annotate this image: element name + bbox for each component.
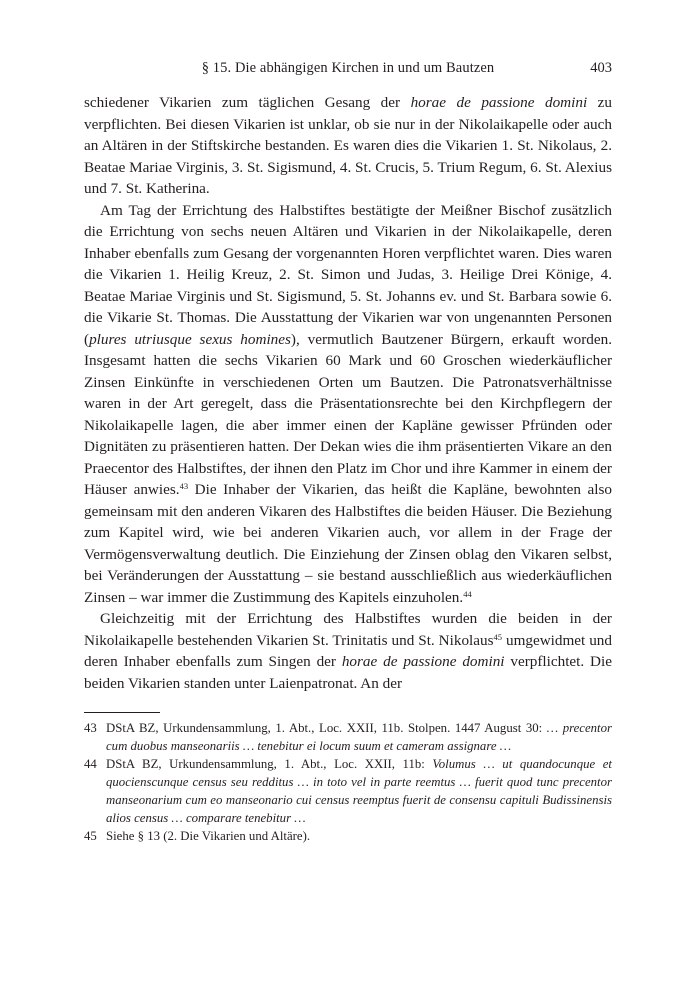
- footnote: [84, 719, 612, 755]
- footnotes: [84, 719, 612, 845]
- text-segment: ), vermutlich Bautzener Bürgern, erkauft worden. Insgesamt hatten die sechs Vikarien 60 Mark und 60 Groschen wiederkäuflicher Zinsen Einkünfte in verschiedenen Orten um Bautzen. Die Patronatsverhältnisse waren in der Art geregelt, dass die Präsentationsrechte bei den Kirchpflegern der Nikolaikapelle lagen, die aber immer einen der Kapläne gewisser Pfründen oder Dignitäten zu präsentieren hatten. Der Dekan wies die ihm präsentierten Vikare an den Praecentor des Halbstiftes, der ihnen den Platz im Chor und ihre Kammer in einem der Häuser anwies.: [84, 330, 612, 498]
- footnote: [84, 827, 612, 845]
- running-title: § 15. Die abhängigen Kirchen in und um Bautzen: [201, 60, 495, 76]
- italic-latin-text: horae de passione domini: [341, 653, 505, 670]
- footnote-text: [106, 755, 612, 827]
- footnote: [84, 755, 612, 827]
- text-segment: umgewidmet und deren Inhaber ebenfalls zum Singen der: [84, 631, 612, 670]
- paragraph: [84, 200, 612, 609]
- footnote-reference: 45: [493, 631, 503, 642]
- footnote-number: 44: [84, 757, 97, 771]
- italic-latin-text: horae de passione domini: [410, 94, 588, 111]
- text-segment: Siehe § 13 (2. Die Vikarien und Altäre).: [106, 829, 311, 843]
- paragraph: [84, 92, 612, 200]
- footnote-separator: [84, 712, 160, 713]
- footnote-number: 45: [84, 829, 97, 843]
- text-segment: Am Tag der Errichtung des Halbstiftes bestätigte der Meißner Bischof zusätzlich die Errichtung von sechs neuen Altären und Vikarien in der Nikolaikapelle, deren Inhaber ebenfalls zum Gesang der vorgenannten Horen verpflichtet waren. Dies waren die Vikarien 1. Heilig Kreuz, 2. St. Simon und Judas, 3. Heilige Drei Könige, 4. Beatae Mariae Virginis und St. Sigismund, 5. St. Johanns ev. und St. Barbara sowie 6. die Vikarie St. Thomas. Die Ausstattung der Vikarien war von ungenannten Personen (: [84, 201, 612, 348]
- running-header: [84, 60, 612, 82]
- text-segment: DStA BZ, Urkundensammlung, 1. Abt., Loc. XXII, 11b:: [106, 757, 433, 771]
- footnote-text: [106, 827, 612, 845]
- text-segment: Gleichzeitig mit der Errichtung des Halbstiftes wurden die beiden in der Nikolaikapelle bestehenden Vikarien St. Trinitatis und St. Nikolaus: [84, 610, 612, 649]
- footnote-reference: 43: [179, 481, 189, 491]
- text-segment: verpflichtet. Die beiden Vikarien standen unter Laienpatronat. An der: [84, 653, 612, 692]
- page-number: 403: [590, 60, 612, 76]
- text-segment: DStA BZ, Urkundensammlung, 1. Abt., Loc. XXII, 11b. Stolpen. 1447 August 30:: [106, 721, 547, 735]
- footnote-text: [106, 719, 612, 755]
- text-segment: Die Inhaber der Vikarien, das heißt die Kapläne, bewohnten also gemeinsam mit den anderen Vikaren des Halbstiftes die beiden Häuser. Die Beziehung zum Kapitel wird, wie bei anderen Vikarien auch, vor allem in der Frage der Vermögensverwaltung deutlich. Die Einziehung der Zinsen oblag den Vikaren selbst, bei Veränderungen der Ausstattung – sie bestand ausschließlich aus wiederkäuflichen Zinsen – war immer die Zustimmung des Kapitels einzuholen.: [84, 481, 613, 606]
- text-segment: zu verpflichten. Bei diesen Vikarien ist unklar, ob sie nur in der Nikolaikapelle oder auch an Altären in der Stiftskirche bestanden. Es waren dies die Vikarien 1. St. Nikolaus, 2. Beatae Mariae Virginis, 3. St. Sigismund, 4. St. Crucis, 5. Trium Regum, 6. St. Alexius und 7. St. Katherina.: [84, 94, 613, 197]
- italic-latin-text: plures utriusque sexus homines: [89, 330, 291, 348]
- paragraph: [84, 608, 612, 694]
- footnote-reference: 44: [463, 588, 472, 599]
- footnote-number: 43: [84, 721, 97, 735]
- italic-latin-text: Volumus … ut quandocunque et quocienscunque census seu redditus … in toto vel in parte reemtus … fuerit quod tunc precentor manseonarium cum eo manseonario cui census reemptus fuerit de consensu capituli Budissinensis alios census … comparare tenebitur …: [106, 757, 612, 825]
- text-segment: schiedener Vikarien zum täglichen Gesang der: [84, 94, 411, 111]
- italic-latin-text: … precentor cum duobus manseonariis … tenebitur ei locum suum et cameram assignare …: [106, 721, 612, 753]
- main-text: [84, 92, 612, 694]
